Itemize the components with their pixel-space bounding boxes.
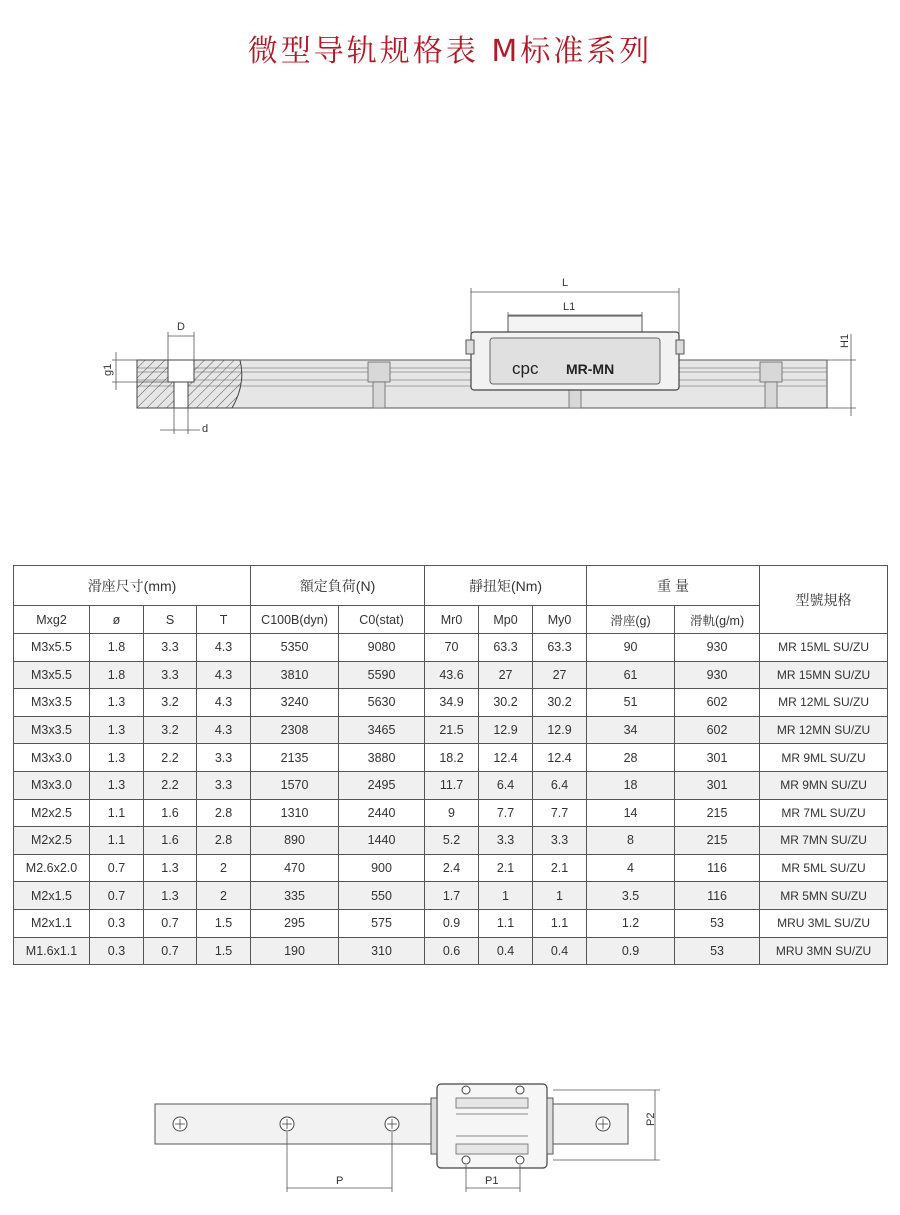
subheader-cell: C0(stat)	[339, 606, 425, 634]
dim-L1-label: L1	[563, 301, 576, 313]
subheader-cell: Mp0	[479, 606, 533, 634]
table-cell: M3x5.5	[14, 634, 90, 662]
table-cell: 3880	[339, 744, 425, 772]
table-cell: 3.3	[197, 744, 251, 772]
table-cell: 21.5	[425, 716, 479, 744]
table-row	[14, 744, 888, 772]
subheader-cell: 滑座(g)	[587, 606, 675, 634]
table-cell: 215	[675, 799, 760, 827]
table-cell: 1	[533, 882, 587, 910]
table-cell: 2	[197, 882, 251, 910]
table-cell: 8	[587, 827, 675, 855]
model-cell: MRU 3MN SU/ZU	[760, 937, 888, 965]
table-cell: 0.7	[90, 854, 144, 882]
header-slider-size: 滑座尺寸(mm)	[14, 566, 251, 606]
table-cell: M2.6x2.0	[14, 854, 90, 882]
header-static-torque: 靜扭矩(Nm)	[425, 566, 587, 606]
model-cell: MR 9ML SU/ZU	[760, 744, 888, 772]
table-cell: 18.2	[425, 744, 479, 772]
table-cell: 43.6	[425, 661, 479, 689]
table-row	[14, 661, 888, 689]
table-cell: 310	[339, 937, 425, 965]
table-cell: 0.7	[144, 937, 197, 965]
table-cell: 3.3	[479, 827, 533, 855]
subheader-cell: Mr0	[425, 606, 479, 634]
table-cell: 1.3	[90, 689, 144, 717]
dim-D-label: D	[177, 321, 185, 333]
table-cell: M3x5.5	[14, 661, 90, 689]
table-cell: 0.9	[425, 909, 479, 937]
table-row	[14, 634, 888, 662]
table-cell: 4	[587, 854, 675, 882]
table-cell: 90	[587, 634, 675, 662]
block-model-text: MR-MN	[566, 361, 615, 377]
table-cell: 602	[675, 716, 760, 744]
table-cell: 1310	[251, 799, 339, 827]
table-cell: 301	[675, 744, 760, 772]
table-cell: 0.6	[425, 937, 479, 965]
table-cell: 4.3	[197, 634, 251, 662]
table-cell: 34.9	[425, 689, 479, 717]
table-cell: 0.3	[90, 909, 144, 937]
table-cell: 116	[675, 882, 760, 910]
table-cell: M2x2.5	[14, 799, 90, 827]
table-cell: 9	[425, 799, 479, 827]
dim-P1-label: P1	[485, 1175, 499, 1187]
table-row	[14, 799, 888, 827]
table-cell: 2.1	[533, 854, 587, 882]
table-cell: 1	[479, 882, 533, 910]
table-cell: 61	[587, 661, 675, 689]
table-cell: 0.9	[587, 937, 675, 965]
header-weight: 重 量	[587, 566, 760, 606]
subheader-cell: C100B(dyn)	[251, 606, 339, 634]
table-cell: 34	[587, 716, 675, 744]
table-cell: 2135	[251, 744, 339, 772]
subheader-cell: 滑軌(g/m)	[675, 606, 760, 634]
dim-P2-label: P2	[645, 1112, 657, 1126]
table-row	[14, 909, 888, 937]
table-cell: 301	[675, 771, 760, 799]
table-cell: 12.9	[533, 716, 587, 744]
model-cell: MR 15MN SU/ZU	[760, 661, 888, 689]
table-cell: 0.3	[90, 937, 144, 965]
table-cell: 1440	[339, 827, 425, 855]
model-cell: MR 12MN SU/ZU	[760, 716, 888, 744]
subheader-cell: T	[197, 606, 251, 634]
table-cell: 7.7	[533, 799, 587, 827]
table-cell: 2495	[339, 771, 425, 799]
table-cell: 3465	[339, 716, 425, 744]
model-cell: MR 5ML SU/ZU	[760, 854, 888, 882]
model-cell: MR 7MN SU/ZU	[760, 827, 888, 855]
table-cell: M3x3.5	[14, 689, 90, 717]
model-cell: MR 15ML SU/ZU	[760, 634, 888, 662]
table-cell: M3x3.0	[14, 771, 90, 799]
table-cell: 3810	[251, 661, 339, 689]
table-cell: 470	[251, 854, 339, 882]
table-cell: 1.3	[144, 854, 197, 882]
table-cell: M1.6x1.1	[14, 937, 90, 965]
table-cell: 27	[533, 661, 587, 689]
table-cell: 1.2	[587, 909, 675, 937]
table-cell: 575	[339, 909, 425, 937]
table-row	[14, 689, 888, 717]
table-cell: 63.3	[533, 634, 587, 662]
table-cell: M3x3.0	[14, 744, 90, 772]
table-cell: 30.2	[479, 689, 533, 717]
table-cell: 1.5	[197, 909, 251, 937]
table-cell: 1.3	[90, 771, 144, 799]
table-cell: 2.4	[425, 854, 479, 882]
table-cell: 3.2	[144, 716, 197, 744]
table-cell: 295	[251, 909, 339, 937]
table-cell: M2x1.1	[14, 909, 90, 937]
table-cell: M2x1.5	[14, 882, 90, 910]
table-cell: 1.3	[144, 882, 197, 910]
table-cell: M2x2.5	[14, 827, 90, 855]
table-cell: 4.3	[197, 661, 251, 689]
table-cell: 27	[479, 661, 533, 689]
side-view-drawing	[0, 270, 900, 440]
dim-P-label: P	[336, 1175, 344, 1187]
table-cell: 11.7	[425, 771, 479, 799]
table-cell: 5.2	[425, 827, 479, 855]
subheader-cell: Mxg2	[14, 606, 90, 634]
table-cell: 2.2	[144, 744, 197, 772]
table-cell: 2.8	[197, 827, 251, 855]
table-cell: 0.4	[533, 937, 587, 965]
table-cell: 0.4	[479, 937, 533, 965]
table-cell: 3.3	[144, 661, 197, 689]
table-cell: 1.1	[90, 827, 144, 855]
block-brand-text: cpc	[512, 359, 539, 378]
table-cell: 51	[587, 689, 675, 717]
model-cell: MR 5MN SU/ZU	[760, 882, 888, 910]
model-cell: MR 7ML SU/ZU	[760, 799, 888, 827]
dim-H1-label: H1	[839, 333, 851, 348]
table-cell: 335	[251, 882, 339, 910]
table-cell: 3.5	[587, 882, 675, 910]
spec-table	[13, 565, 888, 965]
dim-d-label: d	[202, 423, 209, 435]
dim-g1-label: g1	[102, 363, 114, 376]
table-cell: 2	[197, 854, 251, 882]
table-cell: 70	[425, 634, 479, 662]
table-cell: 890	[251, 827, 339, 855]
table-cell: 1.3	[90, 744, 144, 772]
table-cell: 4.3	[197, 716, 251, 744]
subheader-cell: ø	[90, 606, 144, 634]
table-cell: 63.3	[479, 634, 533, 662]
table-cell: 18	[587, 771, 675, 799]
table-cell: 30.2	[533, 689, 587, 717]
subheader-cell: My0	[533, 606, 587, 634]
table-cell: 1.3	[90, 716, 144, 744]
table-cell: 3240	[251, 689, 339, 717]
table-cell: 2.2	[144, 771, 197, 799]
table-cell: 14	[587, 799, 675, 827]
table-cell: 3.3	[144, 634, 197, 662]
table-cell: 3.2	[144, 689, 197, 717]
table-cell: 1.6	[144, 827, 197, 855]
table-cell: 2440	[339, 799, 425, 827]
table-cell: 930	[675, 661, 760, 689]
table-cell: 3.3	[533, 827, 587, 855]
table-cell: 1.8	[90, 661, 144, 689]
table-cell: 1.1	[90, 799, 144, 827]
table-cell: 1.1	[479, 909, 533, 937]
table-cell: 12.4	[479, 744, 533, 772]
table-cell: 0.7	[90, 882, 144, 910]
table-row	[14, 854, 888, 882]
table-cell: 28	[587, 744, 675, 772]
header-model: 型號規格	[760, 566, 888, 634]
table-cell: 1.1	[533, 909, 587, 937]
table-cell: 550	[339, 882, 425, 910]
header-rated-load: 額定負荷(N)	[251, 566, 425, 606]
table-cell: M3x3.5	[14, 716, 90, 744]
page-title: 微型导轨规格表 M标准系列	[247, 34, 653, 69]
table-cell: 4.3	[197, 689, 251, 717]
table-cell: 7.7	[479, 799, 533, 827]
dim-L-label: L	[562, 277, 569, 289]
table-cell: 9080	[339, 634, 425, 662]
table-cell: 1570	[251, 771, 339, 799]
table-cell: 1.5	[197, 937, 251, 965]
table-cell: 2308	[251, 716, 339, 744]
table-cell: 602	[675, 689, 760, 717]
table-cell: 1.6	[144, 799, 197, 827]
table-cell: 6.4	[479, 771, 533, 799]
table-cell: 2.1	[479, 854, 533, 882]
table-cell: 215	[675, 827, 760, 855]
table-row	[14, 716, 888, 744]
table-cell: 5350	[251, 634, 339, 662]
table-row	[14, 937, 888, 965]
table-cell: 930	[675, 634, 760, 662]
table-cell: 6.4	[533, 771, 587, 799]
table-cell: 53	[675, 909, 760, 937]
table-cell: 53	[675, 937, 760, 965]
table-cell: 5630	[339, 689, 425, 717]
model-cell: MR 12ML SU/ZU	[760, 689, 888, 717]
table-cell: 5590	[339, 661, 425, 689]
subheader-cell: S	[144, 606, 197, 634]
table-cell: 900	[339, 854, 425, 882]
model-cell: MR 9MN SU/ZU	[760, 771, 888, 799]
table-row	[14, 771, 888, 799]
table-cell: 12.9	[479, 716, 533, 744]
table-cell: 116	[675, 854, 760, 882]
table-row	[14, 882, 888, 910]
table-cell: 1.8	[90, 634, 144, 662]
model-cell: MRU 3ML SU/ZU	[760, 909, 888, 937]
table-row	[14, 827, 888, 855]
table-cell: 0.7	[144, 909, 197, 937]
table-cell: 2.8	[197, 799, 251, 827]
top-view-drawing	[0, 1075, 900, 1205]
table-cell: 190	[251, 937, 339, 965]
table-cell: 1.7	[425, 882, 479, 910]
table-cell: 12.4	[533, 744, 587, 772]
table-cell: 3.3	[197, 771, 251, 799]
